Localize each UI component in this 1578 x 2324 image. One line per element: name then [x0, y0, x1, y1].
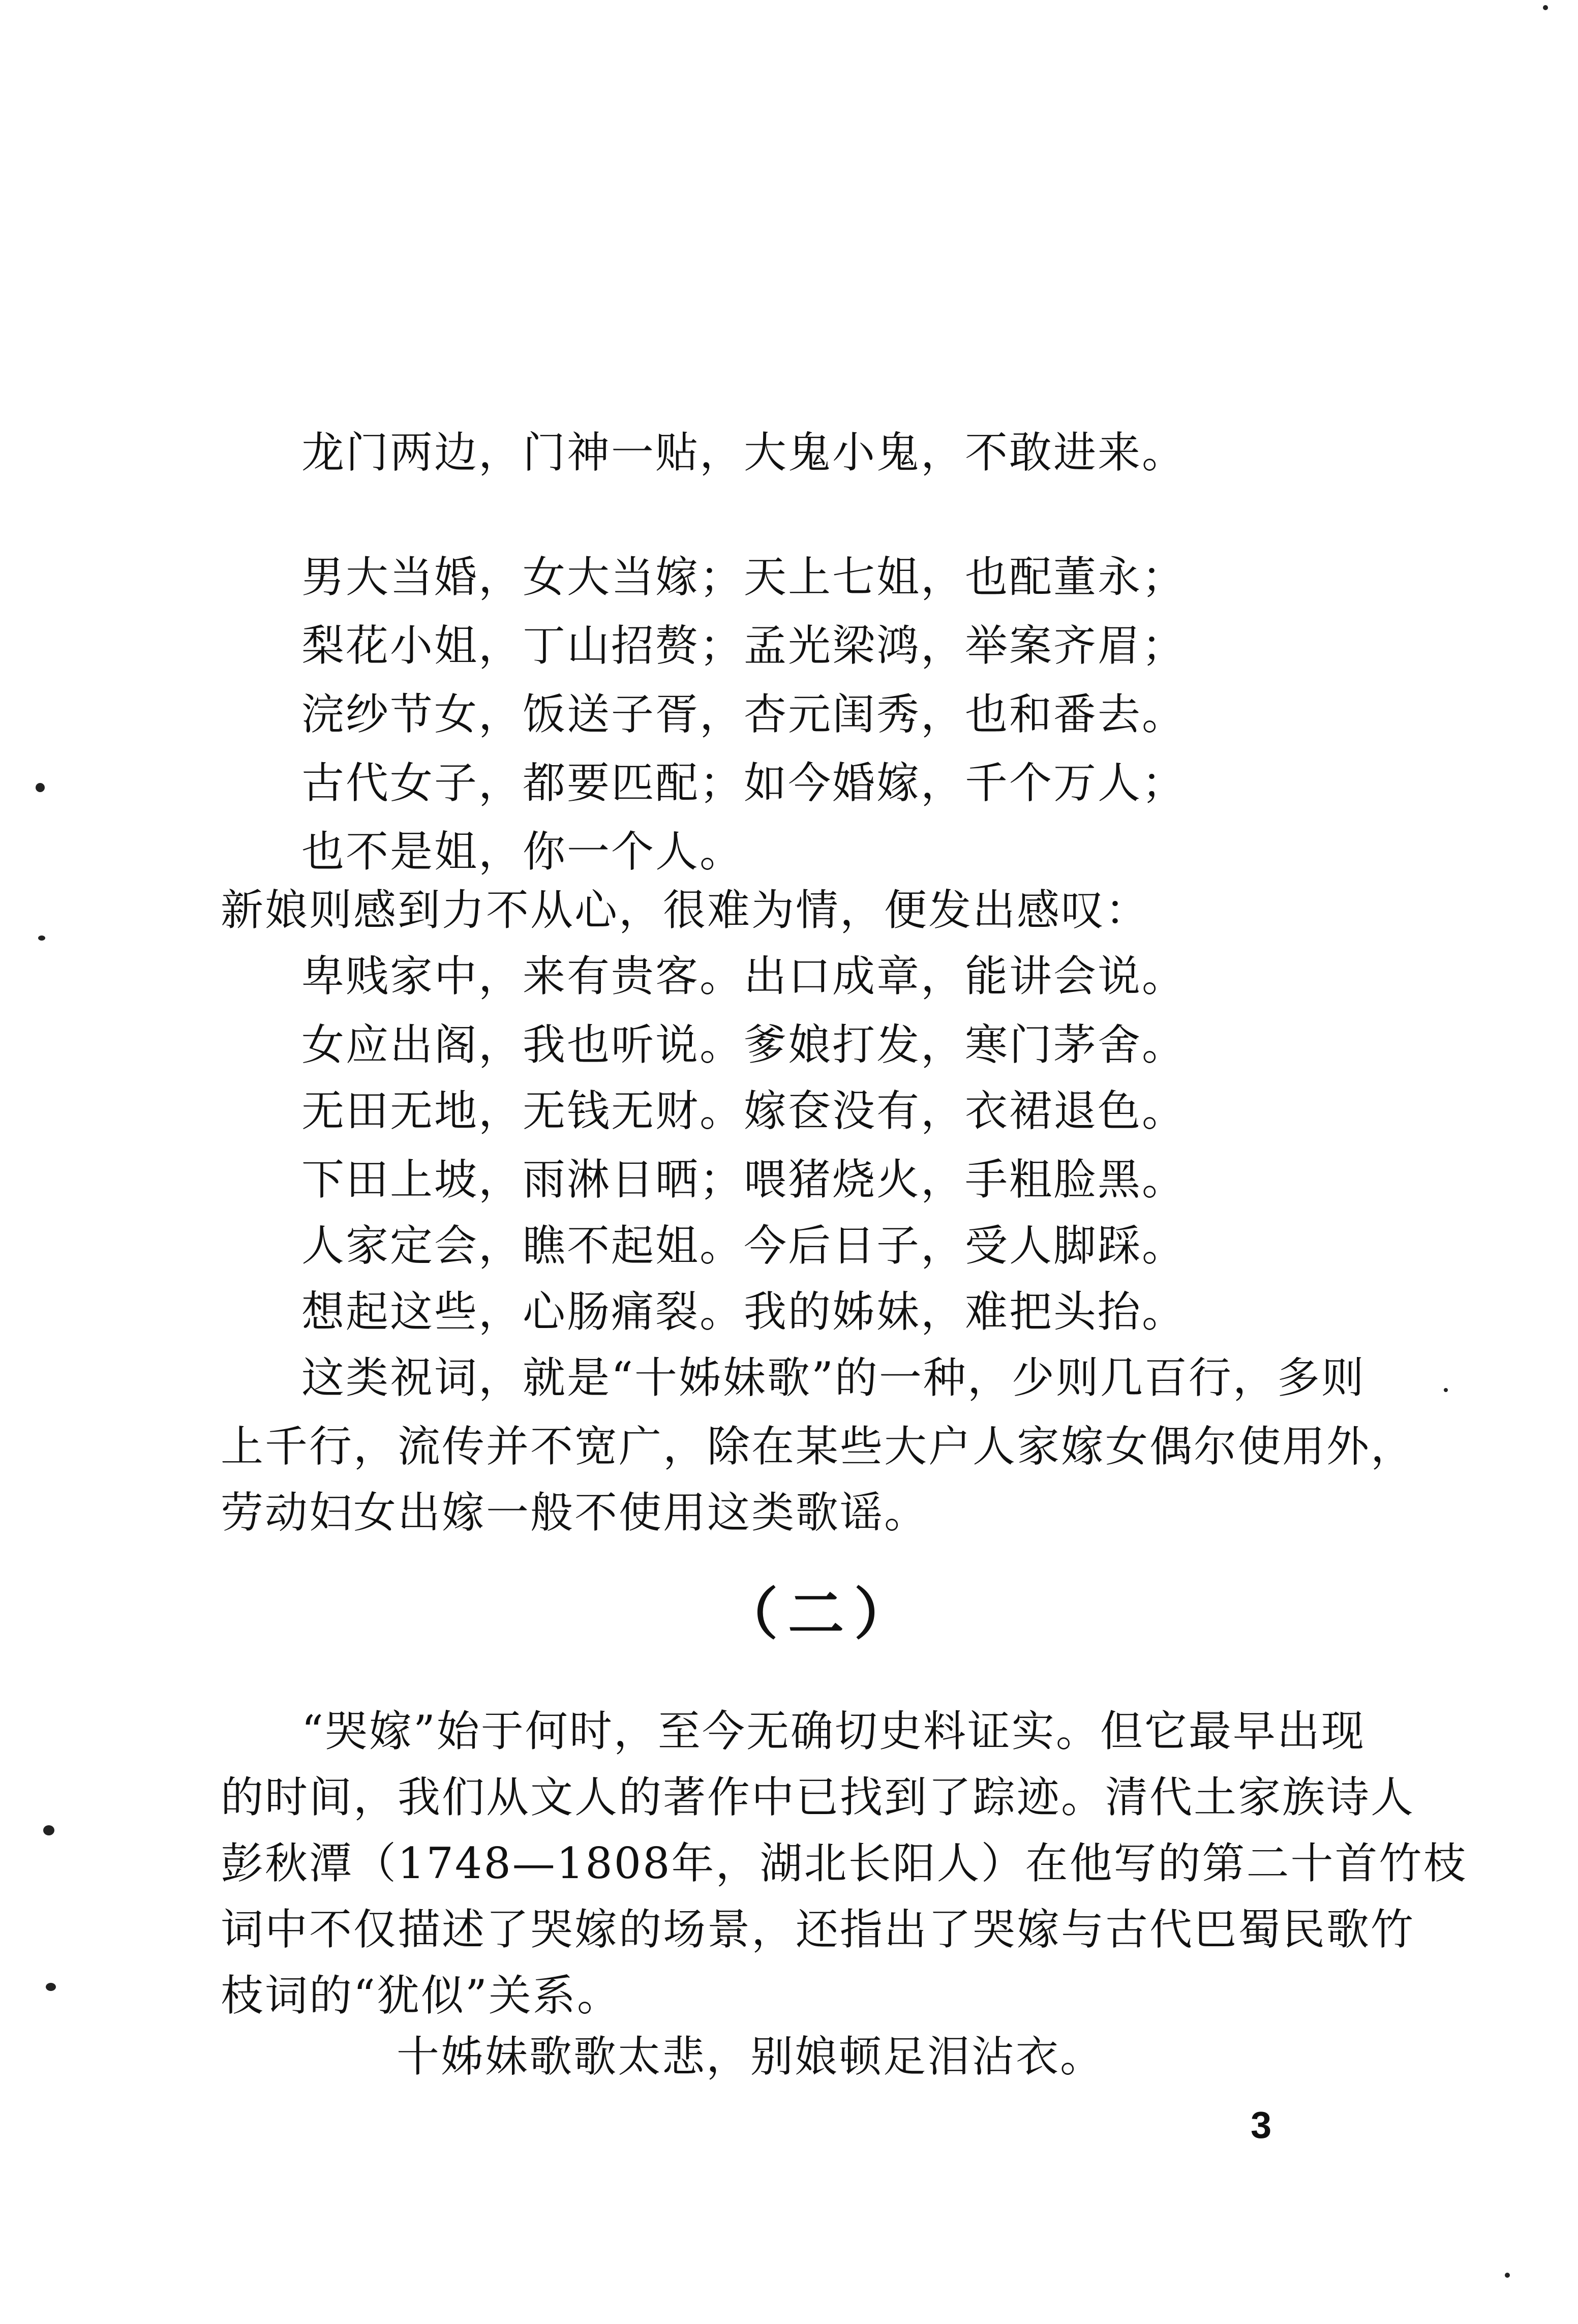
- verse-line: 浣纱节女，饭送子胥，杏元闺秀，也和番去。: [301, 689, 1187, 739]
- scan-speck: [46, 1983, 56, 1991]
- paragraph-line: 劳动妇女出嫁一般不使用这类歌谣。: [221, 1488, 929, 1537]
- paragraph-line: 词中不仅描述了哭嫁的场景，还指出了哭嫁与古代巴蜀民歌竹: [221, 1905, 1415, 1954]
- verse-line: 人家定会，瞧不起姐。今后日子，受人脚踩。: [301, 1221, 1187, 1271]
- verse-line: 梨花小姐，丁山招赘；孟光梁鸿，举案齐眉；: [301, 621, 1187, 671]
- verse-line: 无田无地，无钱无财。嫁奁没有，衣裙退色。: [301, 1086, 1187, 1136]
- page-number: 3: [1251, 2104, 1272, 2146]
- verse-line: 男大当婚，女大当嫁；天上七姐，也配董永；: [301, 552, 1187, 602]
- verse-line: 想起这些，心肠痛裂。我的姊妹，难把头抬。: [301, 1287, 1187, 1337]
- bride-intro-text: 新娘则感到力不从心，很难为情，便发出感叹：: [221, 885, 1150, 935]
- paragraph-line: 枝词的“犹似”关系。: [221, 1971, 621, 2020]
- scan-speck: [1444, 1388, 1448, 1392]
- paragraph-line: 彭秋潭（1748—1808年，湖北长阳人）在他写的第二十首竹枝: [221, 1838, 1468, 1888]
- verse-line: 也不是姐，你一个人。: [301, 827, 744, 877]
- verse-line: 卑贱家中，来有贵客。出口成章，能讲会说。: [301, 951, 1187, 1001]
- scan-speck: [36, 783, 45, 792]
- verse-door-gods: 龙门两边，门神一贴，大鬼小鬼，不敢进来。: [301, 428, 1187, 477]
- paragraph-line: 的时间，我们从文人的著作中已找到了踪迹。清代土家族诗人: [221, 1772, 1415, 1822]
- paragraph-line: 上千行，流传并不宽广，除在某些大户人家嫁女偶尔使用外，: [221, 1422, 1415, 1471]
- verse-line: 下田上坡，雨淋日晒；喂猪烧火，手粗脸黑。: [301, 1155, 1187, 1204]
- scan-speck: [1543, 5, 1548, 10]
- scan-speck: [38, 935, 45, 941]
- verse-line: 古代女子，都要匹配；如今婚嫁，千个万人；: [301, 758, 1187, 808]
- scan-speck: [43, 1825, 54, 1835]
- verse-line: 女应出阁，我也听说。爹娘打发，寒门茅舍。: [301, 1020, 1187, 1070]
- paragraph-line: 这类祝词，就是“十姊妹歌”的一种，少则几百行，多则: [301, 1353, 1365, 1403]
- scan-speck: [1505, 2273, 1510, 2278]
- poem-line: 十姊妹歌歌太悲，别娘顿足泪沾衣。: [397, 2032, 1105, 2081]
- paragraph-line: “哭嫁”始于何时，至今无确切史料证实。但它最早出现: [301, 1706, 1365, 1756]
- section-heading: （二）: [722, 1581, 920, 1647]
